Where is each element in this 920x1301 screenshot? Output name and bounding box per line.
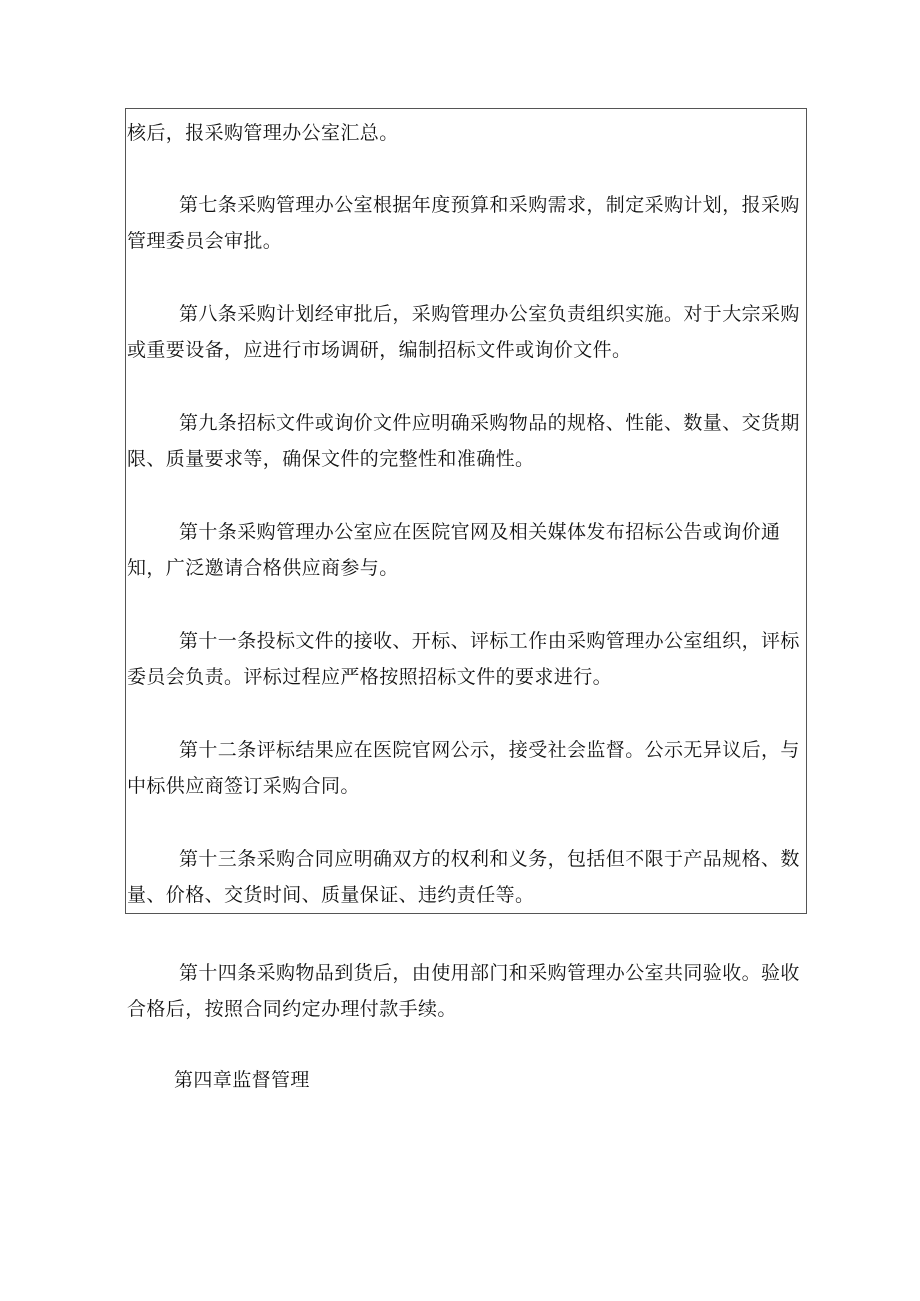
paragraph-article-7: 第七条采购管理办公室根据年度预算和采购需求，制定采购计划，报采购管理委员会审批。 [127,194,800,252]
paragraph-article-14: 第十四条采购物品到货后，由使用部门和采购管理办公室共同验收。验收合格后，按照合同约定办理付款手续。 [127,962,800,1020]
chapter-heading: 第四章监督管理 [174,1069,310,1091]
paragraph-article-10: 第十条采购管理办公室应在医院官网及相关媒体发布招标公告或询价通知，广泛邀请合格供应商参与。 [127,521,781,579]
paragraph-article-11: 第十一条投标文件的接收、开标、评标工作由采购管理办公室组织，评标委员会负责。评标过程应严格按照招标文件的要求进行。 [127,630,800,688]
paragraph-article-12: 第十二条评标结果应在医院官网公示，接受社会监督。公示无异议后，与中标供应商签订采购合同。 [127,739,800,797]
paragraph-continuation: 核后，报采购管理办公室汇总。 [127,122,399,144]
paragraph-article-13: 第十三条采购合同应明确双方的权利和义务，包括但不限于产品规格、数量、价格、交货时间、质量保证、违约责任等。 [127,848,800,906]
paragraph-article-8: 第八条采购计划经审批后，采购管理办公室负责组织实施。对于大宗采购或重要设备，应进行市场调研，编制招标文件或询价文件。 [127,303,800,361]
paragraph-article-9: 第九条招标文件或询价文件应明确采购物品的规格、性能、数量、交货期限、质量要求等，确保文件的完整性和准确性。 [127,412,800,470]
